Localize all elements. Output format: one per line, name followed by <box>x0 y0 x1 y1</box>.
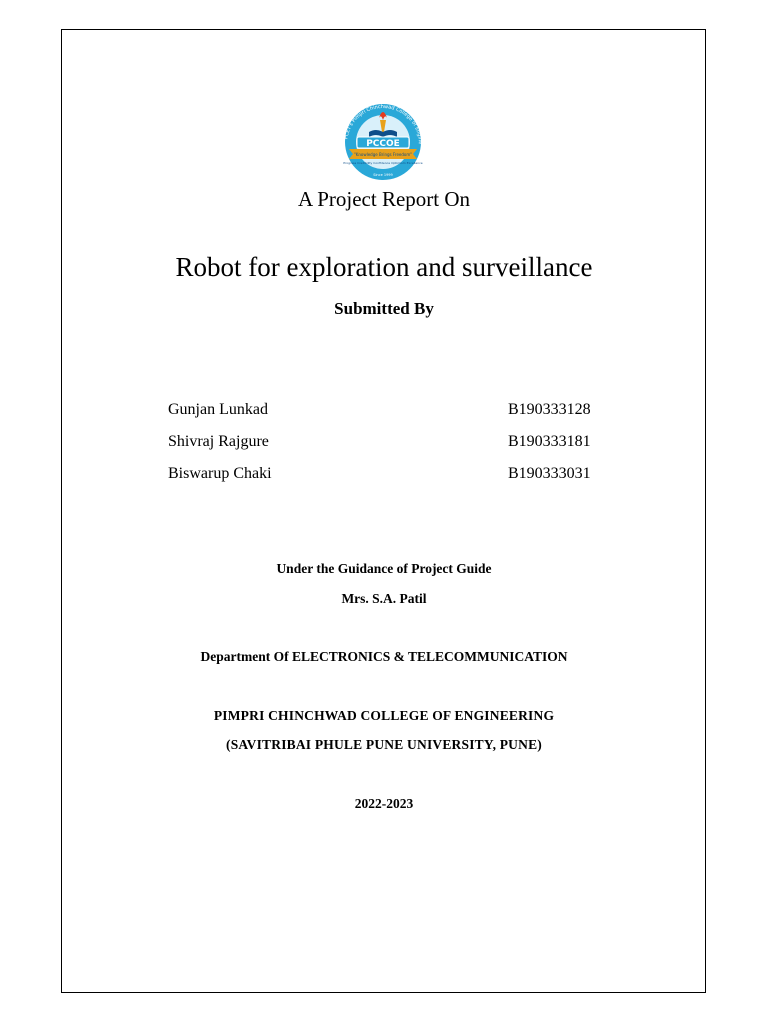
student-name: Shivraj Rajgure <box>168 433 269 450</box>
logo-tagline: "Knowledge Brings Freedom" <box>353 152 413 157</box>
college-logo <box>333 100 433 182</box>
student-name: Gunjan Lunkad <box>168 401 268 418</box>
student-id: B190333181 <box>508 433 591 450</box>
logo-name: PCCOE <box>366 139 400 149</box>
student-name: Biswarup Chaki <box>168 465 272 482</box>
logo-since: Since 1999 <box>373 173 393 177</box>
university-name: (SAVITRIBAI PHULE PUNE UNIVERSITY, PUNE) <box>226 737 542 752</box>
student-list <box>168 401 608 497</box>
student-id: B190333031 <box>508 465 591 482</box>
student-id: B190333128 <box>508 401 591 418</box>
department-name: Department Of ELECTRONICS & TELECOMMUNICATION <box>200 649 568 664</box>
report-heading: A Project Report On <box>297 187 471 211</box>
student-row <box>168 465 608 497</box>
project-title: Robot for exploration and surveillance <box>175 252 593 282</box>
academic-year: 2022-2023 <box>354 796 414 811</box>
student-row <box>168 433 608 465</box>
svg-text:PCET's Pimpri Chinchwad Colleg: PCET's Pimpri Chinchwad College of Engine <box>343 103 424 145</box>
student-row <box>168 401 608 433</box>
submitted-by-label: Submitted By <box>334 299 434 318</box>
guide-name: Mrs. S.A. Patil <box>341 591 427 606</box>
college-name: PIMPRI CHINCHWAD COLLEGE OF ENGINEERING <box>213 708 555 723</box>
guidance-label: Under the Guidance of Project Guide <box>276 561 492 576</box>
logo-subtext: Progress Credibility Confidence Optimism Excellence <box>343 161 423 165</box>
